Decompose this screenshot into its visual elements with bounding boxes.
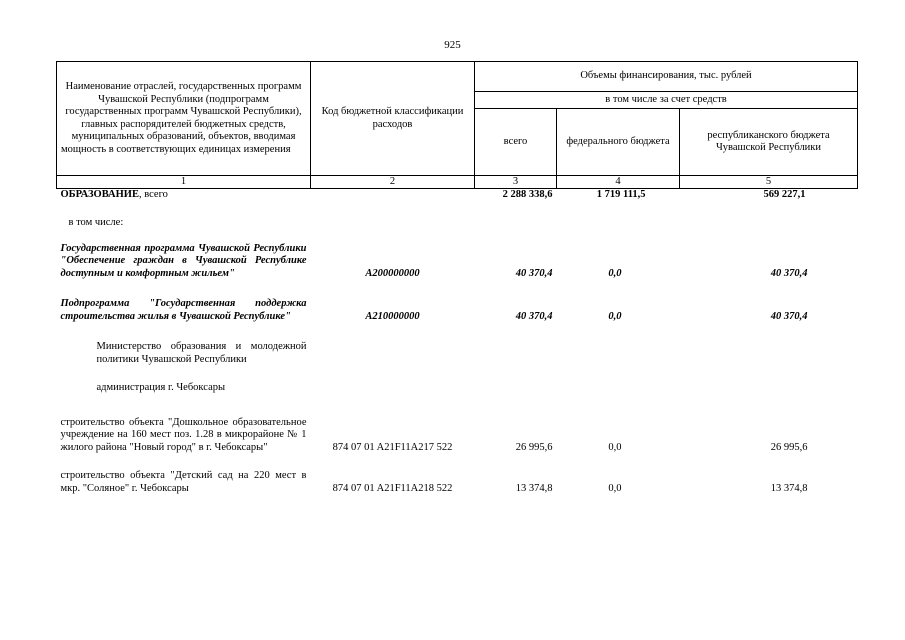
column-numbers-row (57, 176, 858, 189)
header-federal: федерального бюджета (557, 109, 680, 176)
col-number: 1 (57, 176, 311, 189)
row-code: 874 07 01 A21F11A218 522 (332, 482, 453, 494)
row-name: ОБРАЗОВАНИЕ, всего (60, 189, 168, 200)
row-total: 40 370,4 (515, 267, 553, 279)
table-row (57, 329, 858, 366)
row-code: 874 07 01 A21F11A217 522 (332, 441, 453, 453)
table-row (57, 366, 858, 395)
row-code (311, 189, 475, 205)
row-republican: 40 370,4 (770, 310, 808, 322)
row-code: А210000000 (365, 310, 420, 322)
col-number: 5 (680, 176, 858, 189)
row-name: в том числе: (68, 217, 124, 229)
row-total: 26 995,6 (515, 441, 553, 453)
header-republican: республиканского бюджета Чувашской Республики (680, 109, 858, 176)
row-name: Подпрограмма "Государственная поддержка строительства жилья в Чувашской Республике" (60, 298, 307, 322)
row-republican: 40 370,4 (770, 267, 808, 279)
row-total: 13 374,8 (515, 482, 553, 494)
table-row (57, 243, 858, 285)
row-federal: 1 719 111,5 (596, 189, 646, 200)
row-name: администрация г. Чебоксары (96, 382, 226, 393)
row-federal: 0,0 (608, 482, 622, 494)
row-total: 2 288 338,6 (502, 189, 553, 200)
page-number: 925 (444, 39, 461, 51)
row-code: А200000000 (365, 267, 420, 279)
row-name: Министерство образования и молодежной политики Чувашской Республики (96, 341, 307, 365)
col-number: 4 (557, 176, 680, 189)
col-number: 3 (475, 176, 557, 189)
row-name: строительство объекта "Детский сад на 220 мест в мкр. "Соляное" г. Чебоксары (60, 470, 307, 494)
header-code: Код бюджетной классификации расходов (311, 62, 475, 176)
header-name: Наименование отраслей, государственных программ Чувашской Республики (подпрограмм государственных программ Чувашской Республики), главных распорядителей бюджетных средств, муниципальных образований, объектов, вводимая мощность в соответствующих единицах измерения (57, 62, 311, 176)
table-row (57, 454, 858, 495)
row-republican: 13 374,8 (770, 482, 808, 494)
row-federal: 0,0 (608, 267, 622, 279)
header-funding: Объемы финансирования, тыс. рублей (475, 62, 858, 92)
header-row-1 (57, 62, 858, 92)
row-total: 40 370,4 (515, 310, 553, 322)
table-row (57, 189, 858, 205)
row-republican: 26 995,6 (770, 441, 808, 453)
row-federal: 0,0 (608, 310, 622, 322)
table-row (57, 205, 858, 243)
financing-table (56, 61, 858, 495)
header-including: в том числе за счет средств (475, 92, 858, 109)
header-total: всего (475, 109, 557, 176)
table-row (57, 395, 858, 455)
col-number: 2 (311, 176, 475, 189)
row-name: строительство объекта "Дошкольное образовательное учреждение на 160 мест поз. 1.28 в микрорайоне № 1 жилого района "Новый город" в г. Чебоксары" (60, 416, 307, 453)
table-row (57, 284, 858, 329)
row-name: Государственная программа Чувашской Республики "Обеспечение граждан в Чувашской Республике доступным и комфортным жильем" (60, 242, 307, 279)
row-federal: 0,0 (608, 441, 622, 453)
row-republican: 569 227,1 (763, 189, 806, 200)
